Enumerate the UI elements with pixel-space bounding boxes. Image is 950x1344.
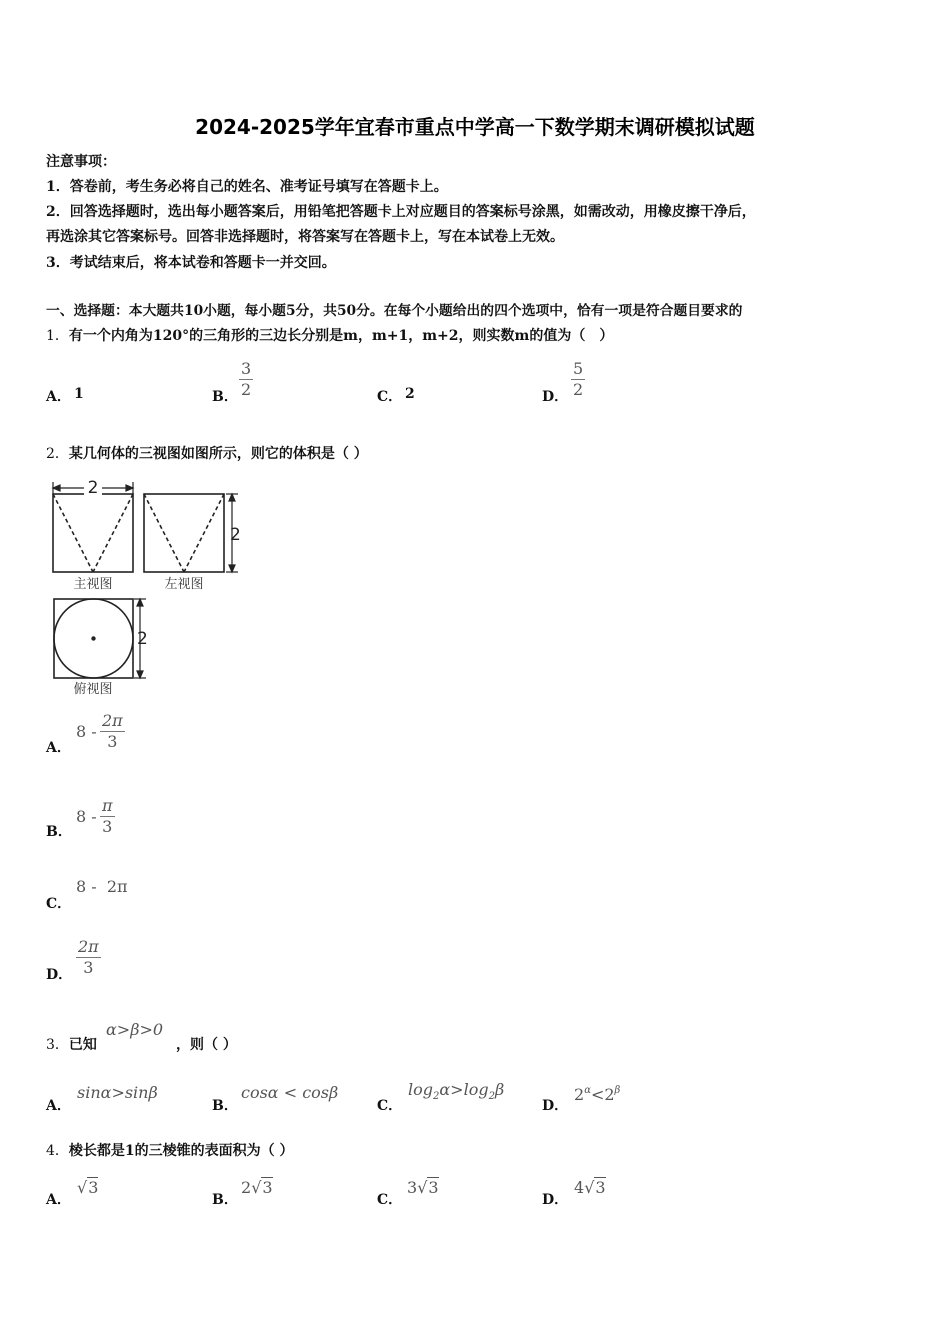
q1-option-c-label: C． [377, 389, 403, 405]
radical-sign: √ [417, 1178, 428, 1197]
q1-option-b-fraction [239, 360, 253, 399]
q1-option-d-denominator: 2 [573, 380, 584, 399]
q2-option-d-label: D． [46, 967, 73, 983]
q2-option-b-denominator: 3 [102, 817, 113, 836]
side-view-dashed-edge-left [144, 494, 184, 572]
front-view-square [53, 494, 133, 572]
question-3 [46, 1035, 97, 1055]
q3-option-c [408, 1080, 504, 1102]
q3-option-d-base-left: 2 [574, 1085, 585, 1104]
q4-option-d-label: D． [542, 1192, 569, 1208]
question-4-number: 4． [46, 1143, 69, 1159]
radicand: 3 [595, 1178, 606, 1197]
notice-item-3: 3．考试结束后，将本试卷和答题卡一并交回。 [46, 255, 336, 271]
top-dimension-arrow-left [53, 485, 60, 491]
q1-option-b-label: B． [212, 389, 238, 405]
q1-option-d-numerator: 5 [573, 359, 584, 378]
radicand: 3 [88, 1178, 99, 1197]
q4-option-b-label: B． [212, 1192, 238, 1208]
question-3-condition: α>β>0 [106, 1020, 164, 1039]
q3-option-b: cosα < cosβ [241, 1083, 339, 1102]
q2-option-a-label: A． [46, 740, 71, 756]
radical-sign: √ [584, 1178, 595, 1197]
top-view-center-dot [91, 636, 95, 640]
q2-option-d-numerator: 2π [78, 937, 99, 956]
radicand: 3 [428, 1178, 439, 1197]
front-view-dashed-edge-left [53, 494, 93, 572]
q4-option-d-coefficient: 4 [574, 1178, 585, 1197]
top-dimension-arrow-right [126, 485, 133, 491]
side-dimension-arrow-bottom [229, 565, 235, 572]
question-4 [46, 1141, 294, 1161]
q3-option-d [574, 1085, 620, 1104]
q3-option-c-middle: α>log [439, 1080, 489, 1099]
question-1-number: 1． [46, 328, 69, 344]
q1-option-d-fraction [571, 360, 585, 399]
q4-option-b [241, 1178, 273, 1197]
question-3-text-pre: 已知 [68, 1037, 97, 1053]
three-view-figure [40, 478, 250, 700]
front-view-label: 主视图 [73, 577, 113, 592]
q2-option-c: 8 - 2π [76, 877, 128, 896]
q2-option-c-label: C． [46, 896, 72, 912]
question-4-text: 棱长都是1的三棱锥的表面积为（ ） [68, 1143, 294, 1159]
q4-option-d [574, 1178, 606, 1197]
question-2 [46, 444, 368, 464]
q1-option-b-denominator: 2 [241, 380, 252, 399]
q2-option-a-denominator: 3 [107, 732, 118, 751]
q4-option-c-coefficient: 3 [407, 1178, 418, 1197]
q3-option-b-label: B． [212, 1098, 238, 1114]
q2-option-d-denominator: 3 [83, 958, 94, 977]
front-view-dashed-edge-right [93, 494, 133, 572]
front-view [53, 494, 133, 572]
page-title: 2024-2025学年宜春市重点中学高一下数学期末调研模拟试题 [195, 115, 755, 139]
bottom-dimension-arrow-top [137, 599, 143, 606]
notice-item-1: 1．答卷前，考生务必将自己的姓名、准考证号填写在答题卡上。 [46, 179, 448, 195]
question-3-text-post: ，则（ ） [176, 1037, 237, 1053]
radicand: 3 [262, 1178, 273, 1197]
q3-option-a: sinα>sinβ [77, 1083, 158, 1102]
q3-option-c-label: C． [377, 1098, 403, 1114]
question-3-number: 3． [46, 1037, 69, 1053]
side-view-label: 左视图 [164, 577, 204, 592]
q3-option-c-right: β [494, 1080, 505, 1099]
q4-option-c [407, 1178, 439, 1197]
bottom-dimension-arrow-bottom [137, 671, 143, 678]
q2-option-a-fraction [100, 712, 125, 751]
notice-item-2b: 再选涂其它答案标号。回答非选择题时，将答案写在答题卡上，写在本试卷上无效。 [46, 229, 564, 245]
q4-option-c-label: C． [377, 1192, 403, 1208]
q1-option-a-label: A． [46, 389, 71, 405]
q4-option-a [77, 1178, 98, 1197]
question-1-text: 有一个内角为120°的三角形的三边长分别是m，m+1，m+2，则实数m的值为（ ） [68, 328, 614, 344]
q1-option-b-numerator: 3 [241, 359, 252, 378]
q4-option-a-label: A． [46, 1192, 71, 1208]
q1-option-d-label: D． [542, 389, 569, 405]
q3-option-d-exp-right: β [614, 1085, 621, 1096]
q2-option-b-label: B． [46, 824, 72, 840]
q2-option-b-fraction [100, 797, 115, 836]
side-view-dashed-edge-right [184, 494, 224, 572]
side-view [144, 494, 224, 572]
q3-option-d-middle: <2 [590, 1085, 615, 1104]
radical-sign: √ [77, 1178, 88, 1197]
q2-option-b-prefix: 8 - [76, 807, 97, 826]
side-view-square [144, 494, 224, 572]
q3-option-c-log-left: log [408, 1080, 433, 1099]
q2-option-a-prefix: 8 - [76, 722, 97, 741]
section-heading: 一、选择题：本大题共10小题，每小题5分，共50分。在每个小题给出的四个选项中，恰有一项是符合题目要求的 [46, 303, 743, 319]
q2-option-d-fraction [76, 938, 101, 977]
top-view-label: 俯视图 [73, 682, 113, 697]
q2-option-b-numerator: π [102, 796, 113, 815]
question-2-text: 某几何体的三视图如图所示，则它的体积是（ ） [68, 446, 368, 462]
q1-option-c: 2 [405, 386, 415, 402]
radical-sign: √ [251, 1178, 262, 1197]
q3-option-d-exp-left: α [584, 1085, 591, 1096]
question-2-number: 2． [46, 446, 69, 462]
notice-heading: 注意事项： [46, 154, 116, 170]
q3-option-a-label: A． [46, 1098, 71, 1114]
side-dimension-arrow-top [229, 494, 235, 501]
q3-option-c-base-left: 2 [433, 1091, 440, 1102]
q1-option-a: 1 [74, 386, 84, 402]
top-dimension-label: 2 [87, 478, 99, 498]
q3-option-d-label: D． [542, 1098, 569, 1114]
q2-option-a-numerator: 2π [102, 711, 123, 730]
notice-item-2a: 2．回答选择题时，选出每小题答案后，用铅笔把答题卡上对应题目的答案标号涂黑，如需改动，用橡皮擦干净后， [46, 204, 756, 220]
bottom-dimension-label: 2 [137, 629, 148, 649]
q4-option-b-coefficient: 2 [241, 1178, 252, 1197]
q3-option-c-base-right: 2 [488, 1091, 495, 1102]
side-dimension-label: 2 [230, 525, 241, 545]
question-1 [46, 326, 613, 346]
